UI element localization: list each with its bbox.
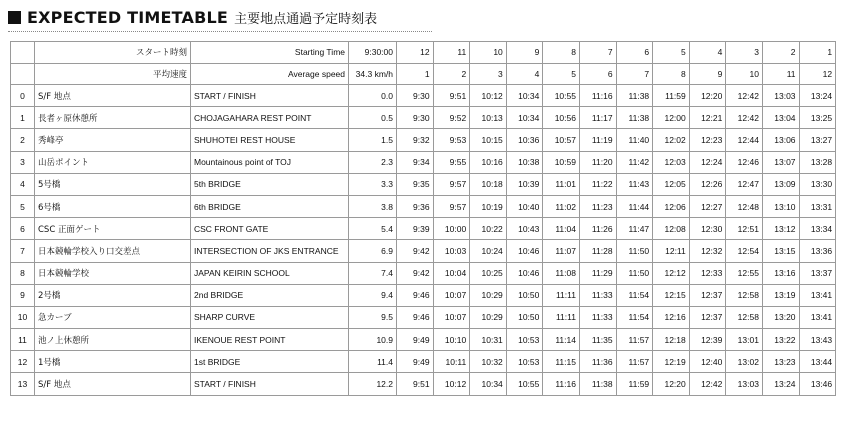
- time-cell: 10:59: [543, 151, 580, 173]
- point-name-en: INTERSECTION OF JKS ENTRANCE: [191, 240, 349, 262]
- time-cell: 13:19: [762, 284, 799, 306]
- time-cell: 10:55: [543, 85, 580, 107]
- time-cell: 13:25: [799, 107, 836, 129]
- pattern-header-cell: 7: [616, 63, 653, 85]
- time-cell: 10:43: [506, 218, 543, 240]
- time-cell: 13:28: [799, 151, 836, 173]
- pattern-header-cell: 4: [689, 42, 726, 64]
- time-cell: 12:40: [689, 351, 726, 373]
- time-cell: 10:40: [506, 195, 543, 217]
- time-cell: 9:39: [397, 218, 434, 240]
- table-row: [11, 351, 836, 373]
- time-cell: 10:56: [543, 107, 580, 129]
- time-cell: 10:50: [506, 306, 543, 328]
- time-cell: 13:22: [762, 329, 799, 351]
- header-speed-en: Average speed: [191, 63, 349, 85]
- time-cell: 11:38: [616, 107, 653, 129]
- time-cell: 12:19: [653, 351, 690, 373]
- time-cell: 11:38: [579, 373, 616, 395]
- time-cell: 11:50: [616, 262, 653, 284]
- row-number: 4: [11, 173, 35, 195]
- time-cell: 12:58: [726, 306, 763, 328]
- row-number: 1: [11, 107, 35, 129]
- pattern-header-cell: 8: [543, 42, 580, 64]
- time-cell: 9:51: [397, 373, 434, 395]
- table-row: [11, 284, 836, 306]
- distance-km: 3.3: [349, 173, 397, 195]
- time-cell: 11:07: [543, 240, 580, 262]
- time-cell: 12:03: [653, 151, 690, 173]
- time-cell: 10:39: [506, 173, 543, 195]
- time-cell: 11:17: [579, 107, 616, 129]
- time-cell: 12:20: [653, 373, 690, 395]
- time-cell: 12:02: [653, 129, 690, 151]
- time-cell: 13:03: [762, 85, 799, 107]
- time-cell: 12:37: [689, 306, 726, 328]
- time-cell: 13:34: [799, 218, 836, 240]
- time-cell: 12:23: [689, 129, 726, 151]
- time-cell: 11:57: [616, 351, 653, 373]
- time-cell: 13:07: [762, 151, 799, 173]
- time-cell: 9:30: [397, 85, 434, 107]
- time-cell: 11:26: [579, 218, 616, 240]
- distance-km: 2.3: [349, 151, 397, 173]
- time-cell: 10:12: [433, 373, 470, 395]
- time-cell: 11:38: [616, 85, 653, 107]
- time-cell: 13:06: [762, 129, 799, 151]
- time-cell: 12:24: [689, 151, 726, 173]
- time-cell: 12:54: [726, 240, 763, 262]
- distance-km: 3.8: [349, 195, 397, 217]
- time-cell: 12:55: [726, 262, 763, 284]
- time-cell: 12:20: [689, 85, 726, 107]
- time-cell: 9:46: [397, 306, 434, 328]
- page-title: [8, 7, 377, 27]
- time-cell: 12:42: [689, 373, 726, 395]
- time-cell: 11:57: [616, 329, 653, 351]
- header-start-ja: スタート時刻: [35, 42, 191, 64]
- pattern-header-cell: 10: [726, 63, 763, 85]
- time-cell: 10:12: [470, 85, 507, 107]
- time-cell: 11:44: [616, 195, 653, 217]
- row-number: 13: [11, 373, 35, 395]
- time-cell: 10:29: [470, 284, 507, 306]
- point-name-ja: CSC 正面ゲート: [35, 218, 191, 240]
- pattern-header-cell: 1: [799, 42, 836, 64]
- table-row: [11, 306, 836, 328]
- point-name-ja: 5号橋: [35, 173, 191, 195]
- header-empty-cell: [11, 63, 35, 85]
- title-square-icon: [8, 11, 21, 24]
- time-cell: 13:24: [762, 373, 799, 395]
- time-cell: 12:37: [689, 284, 726, 306]
- row-number: 7: [11, 240, 35, 262]
- point-name-ja: S/F 地点: [35, 373, 191, 395]
- point-name-en: 6th BRIDGE: [191, 195, 349, 217]
- time-cell: 10:13: [470, 107, 507, 129]
- header-row-speed: [11, 63, 836, 85]
- time-cell: 13:24: [799, 85, 836, 107]
- time-cell: 13:12: [762, 218, 799, 240]
- time-cell: 13:20: [762, 306, 799, 328]
- time-cell: 11:19: [579, 129, 616, 151]
- time-cell: 10:03: [433, 240, 470, 262]
- time-cell: 10:36: [506, 129, 543, 151]
- pattern-header-cell: 8: [653, 63, 690, 85]
- time-cell: 13:36: [799, 240, 836, 262]
- point-name-ja: 長者ヶ原休憩所: [35, 107, 191, 129]
- pattern-header-cell: 11: [762, 63, 799, 85]
- time-cell: 10:53: [506, 329, 543, 351]
- time-cell: 12:39: [689, 329, 726, 351]
- time-cell: 10:04: [433, 262, 470, 284]
- header-empty-cell: [11, 42, 35, 64]
- time-cell: 10:07: [433, 284, 470, 306]
- time-cell: 12:42: [726, 107, 763, 129]
- time-cell: 10:57: [543, 129, 580, 151]
- point-name-ja: 池ノ上休憩所: [35, 329, 191, 351]
- point-name-en: 1st BRIDGE: [191, 351, 349, 373]
- table-row: [11, 195, 836, 217]
- pattern-header-cell: 12: [397, 42, 434, 64]
- table-row: [11, 129, 836, 151]
- row-number: 11: [11, 329, 35, 351]
- header-row-start: [11, 42, 836, 64]
- time-cell: 12:08: [653, 218, 690, 240]
- time-cell: 13:30: [799, 173, 836, 195]
- time-cell: 11:11: [543, 284, 580, 306]
- time-cell: 12:48: [726, 195, 763, 217]
- point-name-ja: S/F 地点: [35, 85, 191, 107]
- pattern-header-cell: 1: [397, 63, 434, 85]
- time-cell: 11:02: [543, 195, 580, 217]
- time-cell: 12:33: [689, 262, 726, 284]
- time-cell: 13:46: [799, 373, 836, 395]
- time-cell: 11:43: [616, 173, 653, 195]
- time-cell: 12:11: [653, 240, 690, 262]
- time-cell: 10:53: [506, 351, 543, 373]
- distance-km: 7.4: [349, 262, 397, 284]
- time-cell: 13:16: [762, 262, 799, 284]
- pattern-header-cell: 5: [543, 63, 580, 85]
- time-cell: 13:01: [726, 329, 763, 351]
- time-cell: 10:10: [433, 329, 470, 351]
- time-cell: 10:15: [470, 129, 507, 151]
- table-row: [11, 240, 836, 262]
- time-cell: 11:40: [616, 129, 653, 151]
- time-cell: 10:38: [506, 151, 543, 173]
- time-cell: 10:24: [470, 240, 507, 262]
- time-cell: 10:22: [470, 218, 507, 240]
- time-cell: 9:36: [397, 195, 434, 217]
- time-cell: 10:46: [506, 240, 543, 262]
- row-number: 2: [11, 129, 35, 151]
- time-cell: 13:10: [762, 195, 799, 217]
- time-cell: 11:33: [579, 306, 616, 328]
- time-cell: 12:18: [653, 329, 690, 351]
- time-cell: 11:50: [616, 240, 653, 262]
- time-cell: 12:30: [689, 218, 726, 240]
- time-cell: 11:28: [579, 240, 616, 262]
- time-cell: 12:27: [689, 195, 726, 217]
- pattern-header-cell: 5: [653, 42, 690, 64]
- time-cell: 11:33: [579, 284, 616, 306]
- distance-km: 12.2: [349, 373, 397, 395]
- point-name-en: 2nd BRIDGE: [191, 284, 349, 306]
- pattern-header-cell: 6: [579, 63, 616, 85]
- time-cell: 13:03: [726, 373, 763, 395]
- time-cell: 10:16: [470, 151, 507, 173]
- time-cell: 11:59: [653, 85, 690, 107]
- row-number: 3: [11, 151, 35, 173]
- point-name-en: CHOJAGAHARA REST POINT: [191, 107, 349, 129]
- distance-km: 9.4: [349, 284, 397, 306]
- time-cell: 12:15: [653, 284, 690, 306]
- pattern-header-cell: 4: [506, 63, 543, 85]
- time-cell: 10:19: [470, 195, 507, 217]
- time-cell: 10:50: [506, 284, 543, 306]
- time-cell: 12:16: [653, 306, 690, 328]
- point-name-en: SHUHOTEI REST HOUSE: [191, 129, 349, 151]
- point-name-ja: 山岳ポイント: [35, 151, 191, 173]
- point-name-en: Mountainous point of TOJ: [191, 151, 349, 173]
- header-start-en: Starting Time: [191, 42, 349, 64]
- pattern-header-cell: 10: [470, 42, 507, 64]
- pattern-header-cell: 2: [433, 63, 470, 85]
- row-number: 9: [11, 284, 35, 306]
- pattern-header-cell: 2: [762, 42, 799, 64]
- time-cell: 11:15: [543, 351, 580, 373]
- time-cell: 11:54: [616, 284, 653, 306]
- time-cell: 9:49: [397, 351, 434, 373]
- row-number: 8: [11, 262, 35, 284]
- table-row: [11, 173, 836, 195]
- point-name-en: START / FINISH: [191, 85, 349, 107]
- time-cell: 11:08: [543, 262, 580, 284]
- pattern-header-cell: 9: [689, 63, 726, 85]
- pattern-header-cell: 11: [433, 42, 470, 64]
- table-row: [11, 329, 836, 351]
- time-cell: 9:49: [397, 329, 434, 351]
- time-cell: 9:42: [397, 262, 434, 284]
- time-cell: 12:58: [726, 284, 763, 306]
- time-cell: 13:31: [799, 195, 836, 217]
- point-name-ja: 急カーブ: [35, 306, 191, 328]
- time-cell: 11:23: [579, 195, 616, 217]
- time-cell: 11:54: [616, 306, 653, 328]
- time-cell: 12:21: [689, 107, 726, 129]
- time-cell: 9:51: [433, 85, 470, 107]
- title-divider: [8, 31, 432, 32]
- time-cell: 9:57: [433, 195, 470, 217]
- time-cell: 12:44: [726, 129, 763, 151]
- time-cell: 13:15: [762, 240, 799, 262]
- header-speed-value: 34.3 km/h: [349, 63, 397, 85]
- time-cell: 12:51: [726, 218, 763, 240]
- time-cell: 13:37: [799, 262, 836, 284]
- table-row: [11, 151, 836, 173]
- time-cell: 11:14: [543, 329, 580, 351]
- time-cell: 10:55: [506, 373, 543, 395]
- table-row: [11, 262, 836, 284]
- pattern-header-cell: 7: [579, 42, 616, 64]
- time-cell: 9:55: [433, 151, 470, 173]
- point-name-en: JAPAN KEIRIN SCHOOL: [191, 262, 349, 284]
- time-cell: 13:04: [762, 107, 799, 129]
- row-number: 10: [11, 306, 35, 328]
- time-cell: 10:00: [433, 218, 470, 240]
- time-cell: 11:29: [579, 262, 616, 284]
- point-name-ja: 1号橋: [35, 351, 191, 373]
- time-cell: 11:22: [579, 173, 616, 195]
- time-cell: 11:36: [579, 351, 616, 373]
- time-cell: 11:04: [543, 218, 580, 240]
- pattern-header-cell: 3: [726, 42, 763, 64]
- time-cell: 11:16: [543, 373, 580, 395]
- time-cell: 10:34: [470, 373, 507, 395]
- time-cell: 11:01: [543, 173, 580, 195]
- point-name-ja: 日本競輪学校入り口交差点: [35, 240, 191, 262]
- distance-km: 10.9: [349, 329, 397, 351]
- point-name-en: START / FINISH: [191, 373, 349, 395]
- point-name-en: SHARP CURVE: [191, 306, 349, 328]
- table-row: [11, 373, 836, 395]
- distance-km: 1.5: [349, 129, 397, 151]
- time-cell: 11:42: [616, 151, 653, 173]
- time-cell: 9:57: [433, 173, 470, 195]
- pattern-header-cell: 12: [799, 63, 836, 85]
- time-cell: 13:41: [799, 306, 836, 328]
- time-cell: 10:07: [433, 306, 470, 328]
- title-en: EXPECTED TIMETABLE: [27, 7, 229, 27]
- time-cell: 13:44: [799, 351, 836, 373]
- pattern-header-cell: 6: [616, 42, 653, 64]
- distance-km: 5.4: [349, 218, 397, 240]
- time-cell: 11:16: [579, 85, 616, 107]
- row-number: 5: [11, 195, 35, 217]
- time-cell: 11:47: [616, 218, 653, 240]
- time-cell: 12:00: [653, 107, 690, 129]
- time-cell: 10:25: [470, 262, 507, 284]
- time-cell: 13:09: [762, 173, 799, 195]
- time-cell: 12:06: [653, 195, 690, 217]
- distance-km: 9.5: [349, 306, 397, 328]
- time-cell: 9:52: [433, 107, 470, 129]
- time-cell: 13:41: [799, 284, 836, 306]
- time-cell: 9:34: [397, 151, 434, 173]
- time-cell: 9:32: [397, 129, 434, 151]
- time-cell: 10:32: [470, 351, 507, 373]
- time-cell: 13:02: [726, 351, 763, 373]
- time-cell: 12:26: [689, 173, 726, 195]
- time-cell: 13:23: [762, 351, 799, 373]
- header-speed-ja: 平均速度: [35, 63, 191, 85]
- row-number: 6: [11, 218, 35, 240]
- time-cell: 13:43: [799, 329, 836, 351]
- row-number: 12: [11, 351, 35, 373]
- pattern-header-cell: 9: [506, 42, 543, 64]
- time-cell: 10:34: [506, 85, 543, 107]
- title-ja: 主要地点通過予定時刻表: [234, 11, 378, 27]
- time-cell: 10:46: [506, 262, 543, 284]
- time-cell: 9:53: [433, 129, 470, 151]
- distance-km: 11.4: [349, 351, 397, 373]
- table-row: [11, 85, 836, 107]
- point-name-ja: 2号橋: [35, 284, 191, 306]
- point-name-en: 5th BRIDGE: [191, 173, 349, 195]
- time-cell: 12:47: [726, 173, 763, 195]
- time-cell: 10:31: [470, 329, 507, 351]
- time-cell: 11:11: [543, 306, 580, 328]
- time-cell: 9:35: [397, 173, 434, 195]
- time-cell: 10:34: [506, 107, 543, 129]
- time-cell: 12:46: [726, 151, 763, 173]
- time-cell: 11:20: [579, 151, 616, 173]
- time-cell: 10:18: [470, 173, 507, 195]
- header-start-value: 9:30:00: [349, 42, 397, 64]
- timetable: [10, 41, 836, 396]
- time-cell: 12:12: [653, 262, 690, 284]
- point-name-ja: 日本競輪学校: [35, 262, 191, 284]
- point-name-ja: 秀峰亭: [35, 129, 191, 151]
- time-cell: 10:11: [433, 351, 470, 373]
- time-cell: 9:42: [397, 240, 434, 262]
- time-cell: 9:46: [397, 284, 434, 306]
- time-cell: 13:27: [799, 129, 836, 151]
- table-row: [11, 107, 836, 129]
- time-cell: 11:59: [616, 373, 653, 395]
- point-name-en: IKENOUE REST POINT: [191, 329, 349, 351]
- time-cell: 12:32: [689, 240, 726, 262]
- distance-km: 6.9: [349, 240, 397, 262]
- time-cell: 12:42: [726, 85, 763, 107]
- row-number: 0: [11, 85, 35, 107]
- time-cell: 11:35: [579, 329, 616, 351]
- distance-km: 0.5: [349, 107, 397, 129]
- distance-km: 0.0: [349, 85, 397, 107]
- time-cell: 10:29: [470, 306, 507, 328]
- time-cell: 12:05: [653, 173, 690, 195]
- point-name-en: CSC FRONT GATE: [191, 218, 349, 240]
- time-cell: 9:30: [397, 107, 434, 129]
- point-name-ja: 6号橋: [35, 195, 191, 217]
- pattern-header-cell: 3: [470, 63, 507, 85]
- table-row: [11, 218, 836, 240]
